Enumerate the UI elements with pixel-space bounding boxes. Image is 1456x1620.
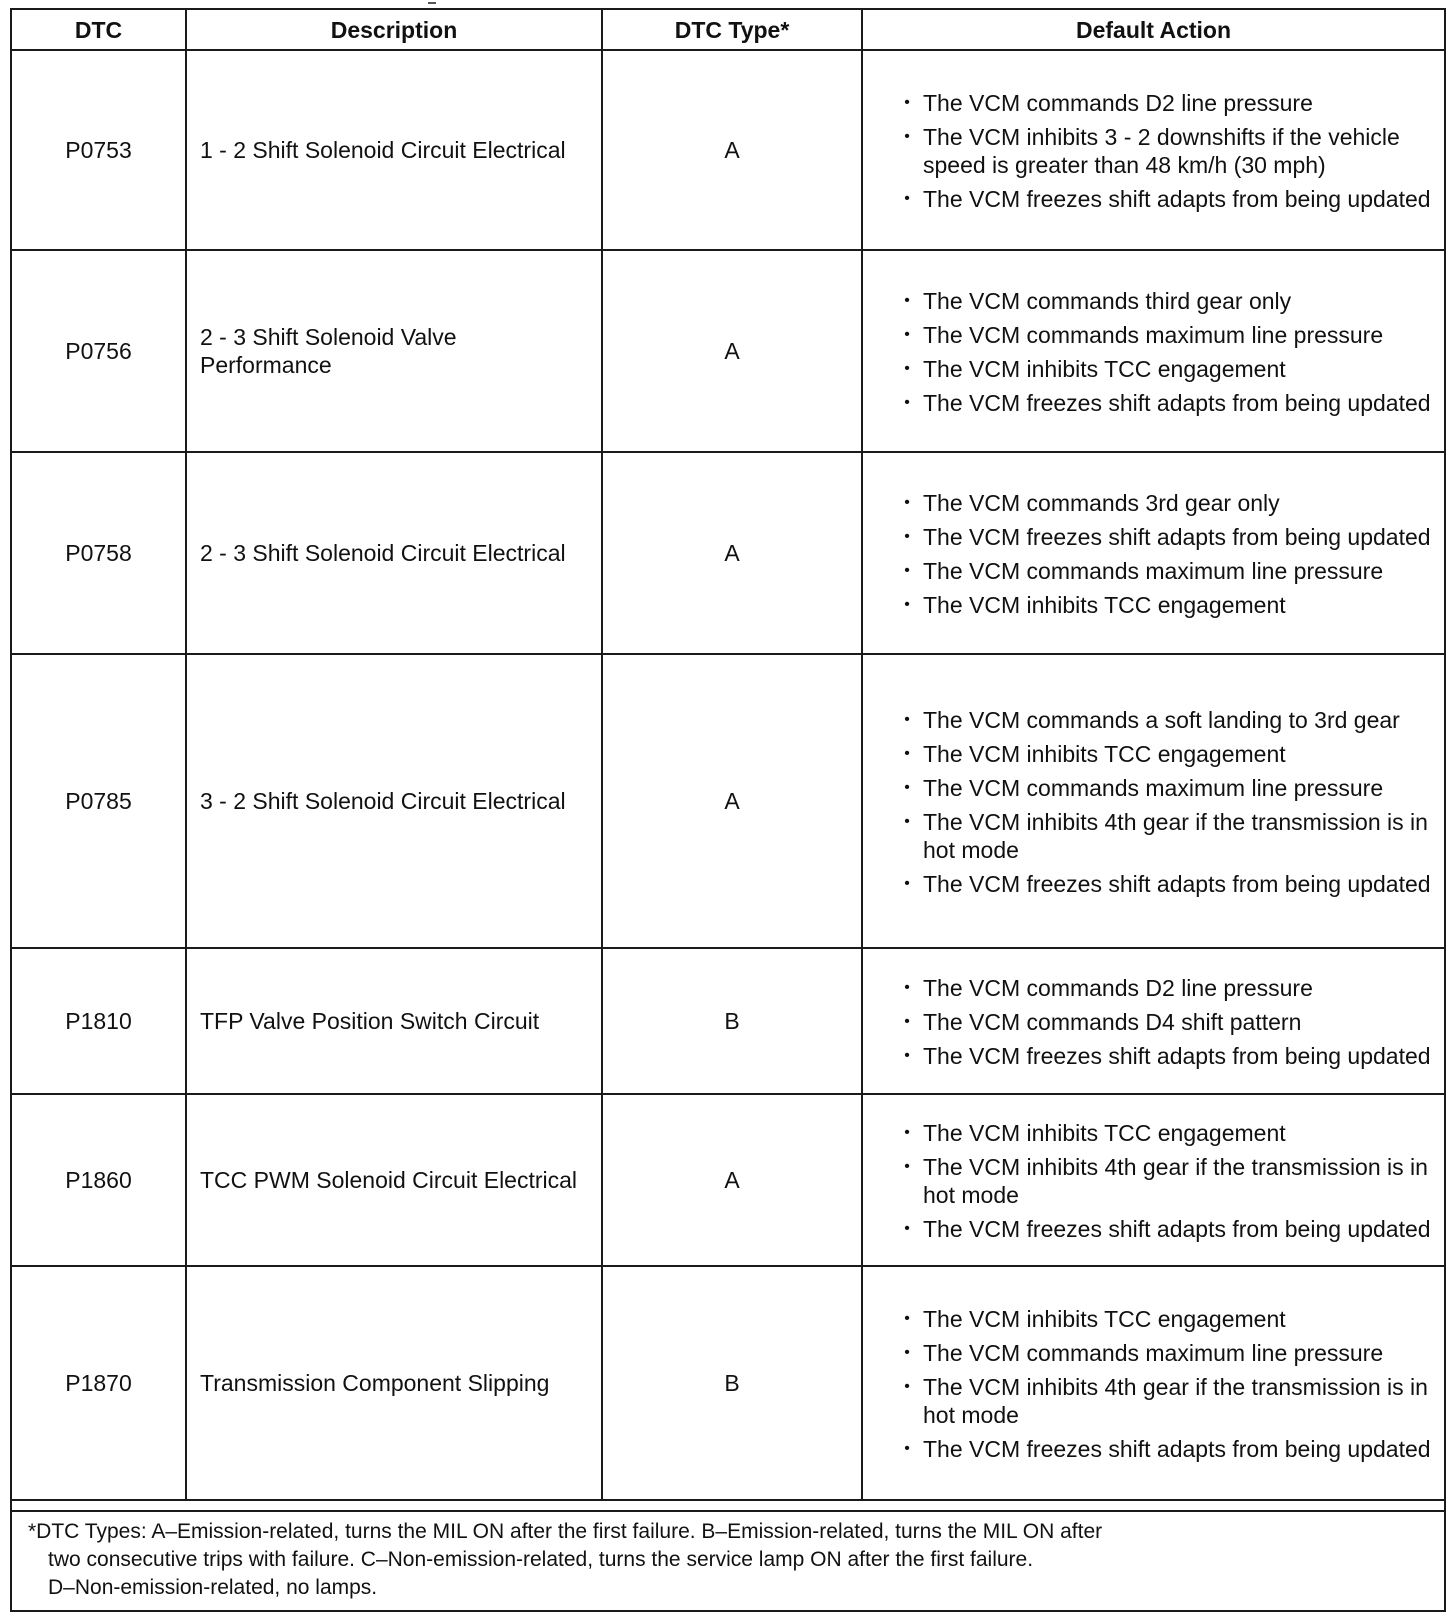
action-list	[897, 287, 1434, 417]
bullet-icon: •	[904, 1047, 910, 1064]
dtc-type: A	[602, 1094, 862, 1266]
bullet-icon: •	[904, 779, 910, 796]
list-item	[897, 185, 1434, 213]
bullet-icon: •	[904, 1158, 910, 1175]
footnote-line: D–Non-emission-related, no lamps.	[48, 1576, 378, 1599]
action-list	[897, 1119, 1434, 1243]
bullet-icon: •	[904, 360, 910, 377]
dtc-type: A	[602, 50, 862, 250]
bullet-icon: •	[904, 745, 910, 762]
footnote-line: *DTC Types: A–Emission-related, turns the MIL ON after the first failure. B–Emission-related, turns the MIL ON after	[28, 1520, 1103, 1543]
bullet-icon: •	[904, 979, 910, 996]
action-text: The VCM inhibits 4th gear if the transmission is in hot mode	[923, 1154, 1428, 1208]
dtc-code: P0758	[12, 452, 186, 654]
action-text: The VCM commands maximum line pressure	[923, 775, 1384, 801]
list-item	[897, 1042, 1434, 1070]
action-text: The VCM commands D2 line pressure	[923, 975, 1313, 1001]
bullet-icon: •	[904, 711, 910, 728]
action-text: The VCM inhibits 3 - 2 downshifts if the vehicle speed is greater than 48 km/h (30 mph)	[923, 124, 1400, 178]
action-text: The VCM inhibits TCC engagement	[923, 1120, 1286, 1146]
dtc-description: 1 - 2 Shift Solenoid Circuit Electrical	[186, 50, 602, 250]
bullet-icon: •	[904, 190, 910, 207]
default-action-cell	[862, 250, 1444, 452]
list-item	[897, 523, 1434, 551]
dtc-description: 3 - 2 Shift Solenoid Circuit Electrical	[186, 654, 602, 948]
default-action-cell	[862, 1094, 1444, 1266]
action-text: The VCM commands maximum line pressure	[923, 322, 1384, 348]
action-text: The VCM freezes shift adapts from being updated	[923, 1216, 1431, 1242]
list-item	[897, 557, 1434, 585]
default-action-cell	[862, 50, 1444, 250]
header-default-action: Default Action	[862, 10, 1444, 50]
header-dtc: DTC	[12, 10, 186, 50]
action-list	[897, 1305, 1434, 1463]
dtc-type: B	[602, 1266, 862, 1500]
bullet-icon: •	[904, 494, 910, 511]
list-item	[897, 1373, 1434, 1429]
footnote-line: two consecutive trips with failure. C–Non-emission-related, turns the service lamp ON after the first failure.	[48, 1548, 1034, 1571]
table-row	[12, 452, 1444, 654]
list-item	[897, 1305, 1434, 1333]
default-action-cell	[862, 1266, 1444, 1500]
dtc-description: TFP Valve Position Switch Circuit	[186, 948, 602, 1094]
action-text: The VCM commands a soft landing to 3rd gear	[923, 707, 1400, 733]
action-text: The VCM freezes shift adapts from being updated	[923, 186, 1431, 212]
action-text: The VCM commands D4 shift pattern	[923, 1009, 1302, 1035]
action-text: The VCM commands maximum line pressure	[923, 558, 1384, 584]
bullet-icon: •	[904, 813, 910, 830]
default-action-cell	[862, 452, 1444, 654]
list-item	[897, 591, 1434, 619]
bullet-icon: •	[904, 1013, 910, 1030]
bullet-icon: •	[904, 326, 910, 343]
action-text: The VCM freezes shift adapts from being updated	[923, 1436, 1431, 1462]
table-row	[12, 654, 1444, 948]
list-item	[897, 389, 1434, 417]
action-text: The VCM commands third gear only	[923, 288, 1292, 314]
action-text: The VCM freezes shift adapts from being updated	[923, 524, 1431, 550]
action-text: The VCM inhibits TCC engagement	[923, 356, 1286, 382]
dtc-table	[12, 10, 1444, 1501]
action-text: The VCM inhibits TCC engagement	[923, 741, 1286, 767]
action-text: The VCM commands D2 line pressure	[923, 90, 1313, 116]
action-text: The VCM inhibits TCC engagement	[923, 1306, 1286, 1332]
dtc-code: P0753	[12, 50, 186, 250]
table-row	[12, 250, 1444, 452]
dtc-type-footnote	[12, 1510, 1444, 1610]
dtc-table-sheet	[10, 8, 1446, 1612]
list-item	[897, 774, 1434, 802]
list-item	[897, 489, 1434, 517]
bullet-icon: •	[904, 94, 910, 111]
dtc-description: Transmission Component Slipping	[186, 1266, 602, 1500]
dtc-type: A	[602, 452, 862, 654]
dtc-type: A	[602, 654, 862, 948]
bullet-icon: •	[904, 1220, 910, 1237]
action-list	[897, 706, 1434, 898]
bullet-icon: •	[904, 562, 910, 579]
table-header-row	[12, 10, 1444, 50]
bullet-icon: •	[904, 1124, 910, 1141]
header-description: Description	[186, 10, 602, 50]
bullet-icon: •	[904, 1440, 910, 1457]
dtc-code: P0756	[12, 250, 186, 452]
list-item	[897, 1008, 1434, 1036]
list-item	[897, 1435, 1434, 1463]
header-dtc-type: DTC Type*	[602, 10, 862, 50]
action-text: The VCM commands 3rd gear only	[923, 490, 1280, 516]
list-item	[897, 123, 1434, 179]
bullet-icon: •	[904, 875, 910, 892]
bullet-icon: •	[904, 528, 910, 545]
list-item	[897, 1339, 1434, 1367]
list-item	[897, 808, 1434, 864]
action-text: The VCM inhibits 4th gear if the transmission is in hot mode	[923, 1374, 1428, 1428]
table-row	[12, 1094, 1444, 1266]
default-action-cell	[862, 654, 1444, 948]
table-row	[12, 948, 1444, 1094]
list-item	[897, 287, 1434, 315]
dtc-type: B	[602, 948, 862, 1094]
list-item	[897, 740, 1434, 768]
bullet-icon: •	[904, 1378, 910, 1395]
action-list	[897, 489, 1434, 619]
dtc-code: P1870	[12, 1266, 186, 1500]
list-item	[897, 706, 1434, 734]
dtc-description: 2 - 3 Shift Solenoid Circuit Electrical	[186, 452, 602, 654]
list-item	[897, 1215, 1434, 1243]
list-item	[897, 89, 1434, 117]
list-item	[897, 974, 1434, 1002]
action-text: The VCM freezes shift adapts from being updated	[923, 1043, 1431, 1069]
action-list	[897, 974, 1434, 1070]
list-item	[897, 321, 1434, 349]
list-item	[897, 870, 1434, 898]
dtc-code: P1860	[12, 1094, 186, 1266]
bullet-icon: •	[904, 128, 910, 145]
table-row	[12, 50, 1444, 250]
action-text: The VCM freezes shift adapts from being updated	[923, 871, 1431, 897]
action-text: The VCM inhibits TCC engagement	[923, 592, 1286, 618]
bullet-icon: •	[904, 596, 910, 613]
action-text: The VCM freezes shift adapts from being updated	[923, 390, 1431, 416]
dtc-type: A	[602, 250, 862, 452]
list-item	[897, 1119, 1434, 1147]
bullet-icon: •	[904, 1344, 910, 1361]
bullet-icon: •	[904, 292, 910, 309]
action-text: The VCM commands maximum line pressure	[923, 1340, 1384, 1366]
list-item	[897, 1153, 1434, 1209]
scan-mark	[428, 2, 436, 4]
bullet-icon: •	[904, 394, 910, 411]
dtc-code: P0785	[12, 654, 186, 948]
list-item	[897, 355, 1434, 383]
action-list	[897, 89, 1434, 213]
dtc-description: TCC PWM Solenoid Circuit Electrical	[186, 1094, 602, 1266]
action-text: The VCM inhibits 4th gear if the transmission is in hot mode	[923, 809, 1428, 863]
default-action-cell	[862, 948, 1444, 1094]
table-row	[12, 1266, 1444, 1500]
bullet-icon: •	[904, 1310, 910, 1327]
dtc-description: 2 - 3 Shift Solenoid Valve Performance	[186, 250, 602, 452]
dtc-code: P1810	[12, 948, 186, 1094]
